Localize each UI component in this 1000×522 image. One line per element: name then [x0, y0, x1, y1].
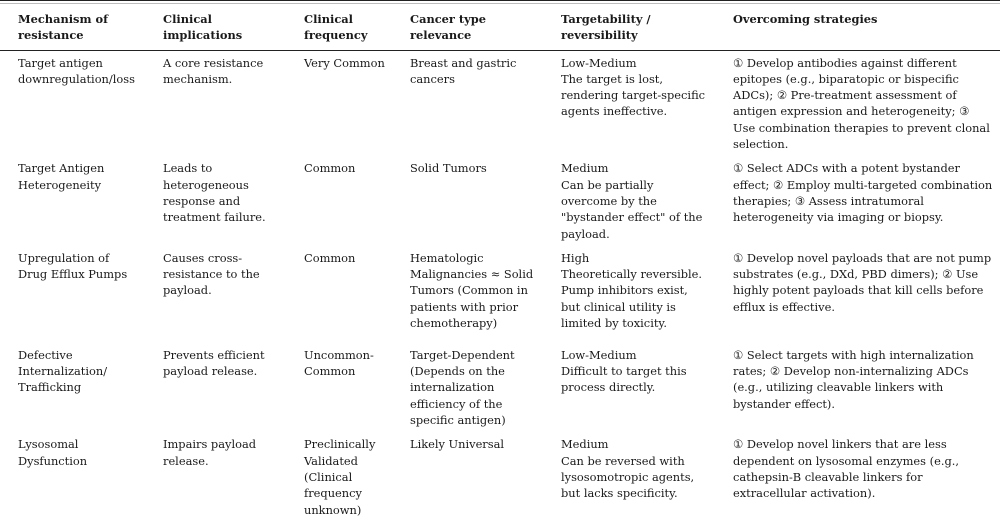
- cell-targetability: [543, 50, 715, 156]
- cell-strategies: ① Select targets with high internalization rates; ② Develop non-internalizing ADCs (e.g., utilizing cleavable linkers with bystander effect).: [733, 347, 974, 411]
- cell-targetability: [543, 246, 715, 343]
- table-row: [0, 343, 1000, 432]
- cell-mechanism: Upregulation of Drug Efflux Pumps: [18, 250, 128, 282]
- targetability-detail: Can be partially overcome by the "bystander effect" of the payload.: [561, 177, 703, 241]
- cell-mechanism: Target antigen downregulation/loss: [18, 55, 135, 86]
- cell-frequency: Uncommon-Common: [304, 347, 374, 379]
- targetability-level: Medium: [561, 161, 609, 176]
- cell-cancer-type: Hematologic Malignancies ≈ Solid Tumors (Common in patients with prior chemotherapy): [410, 250, 534, 331]
- cell-mechanism: Defective Internalization/ Trafficking: [18, 347, 108, 395]
- cell-mechanism: Target Antigen Heterogeneity: [18, 161, 105, 192]
- targetability-detail: The target is lost, rendering target-specific agents ineffective.: [561, 71, 706, 119]
- cell-implications: Leads to heterogeneous response and treatment failure.: [163, 161, 266, 225]
- cell-cancer-type: Target-Dependent (Depends on the internalization efficiency of the specific antigen): [410, 347, 515, 428]
- cell-cancer-type: Likely Universal: [410, 437, 505, 452]
- cell-implications: Prevents efficient payload release.: [163, 347, 265, 379]
- targetability-detail: Difficult to target this process directly.: [561, 364, 687, 395]
- cell-targetability: [543, 156, 715, 245]
- header-clinical-frequency: Clinical frequency: [286, 1, 392, 51]
- table-header-row: [0, 1, 1000, 51]
- cell-targetability: [543, 343, 715, 432]
- targetability-detail: Theoretically reversible. Pump inhibitors exist, but clinical utility is limited by toxicity.: [561, 267, 703, 331]
- cell-frequency: Common: [304, 161, 356, 176]
- cell-cancer-type: Solid Tumors: [410, 161, 487, 176]
- table-row: [0, 432, 1000, 521]
- cell-frequency: Preclinically Validated (Clinical frequency unknown): [304, 437, 376, 517]
- table-row: [0, 246, 1000, 343]
- header-cancer-type-relevance: Cancer type relevance: [392, 1, 543, 51]
- header-overcoming-strategies: Overcoming strategies: [715, 1, 1000, 51]
- cell-strategies: ① Develop novel payloads that are not pump substrates (e.g., DXd, PBD dimers); ② Use highly potent payloads that kill cells before efflux is effective.: [733, 250, 992, 314]
- targetability-level: Low-Medium: [561, 55, 637, 70]
- cell-strategies: ① Select ADCs with a potent bystander effect; ② Employ multi-targeted combination therapies; ③ Assess intratumoral heterogeneity via imaging or biopsy.: [733, 161, 993, 225]
- cell-cancer-type: Breast and gastric cancers: [410, 55, 517, 86]
- cell-implications: Causes cross-resistance to the payload.: [163, 250, 260, 298]
- targetability-detail: Can be reversed with lysosomotropic agents, but lacks specificity.: [561, 453, 695, 501]
- table-row: [0, 50, 1000, 156]
- header-mechanism: Mechanism of resistance: [0, 1, 145, 51]
- cell-implications: Impairs payload release.: [163, 437, 257, 468]
- targetability-level: Medium: [561, 437, 609, 452]
- cell-frequency: Very Common: [304, 55, 385, 70]
- table-row: [0, 156, 1000, 245]
- top-rule: [0, 3, 1000, 4]
- cell-strategies: ① Develop novel linkers that are less dependent on lysosomal enzymes (e.g., cathepsin-B cleavable linkers for extracellular activation).: [733, 437, 959, 501]
- header-targetability: Targetability / reversibility: [543, 1, 715, 51]
- cell-targetability: [543, 432, 715, 521]
- cell-implications: A core resistance mechanism.: [163, 55, 264, 86]
- cell-strategies: ① Develop antibodies against different epitopes (e.g., biparatopic or bispecific ADCs); ② Pre-treatment assessment of antigen expression and heterogeneity; ③ Use combination therapies to prevent clonal selection.: [733, 55, 990, 152]
- header-clinical-implications: Clinical implications: [145, 1, 286, 51]
- cell-frequency: Common: [304, 250, 356, 265]
- cell-mechanism: Lysosomal Dysfunction: [18, 437, 88, 468]
- targetability-level: Low-Medium: [561, 347, 637, 362]
- targetability-level: High: [561, 250, 590, 265]
